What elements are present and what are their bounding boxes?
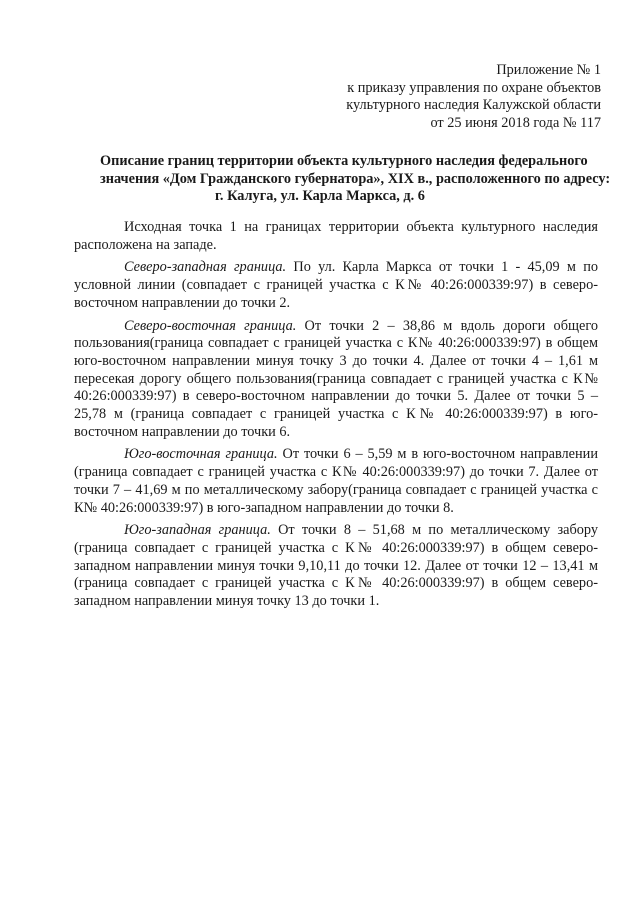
document-title — [100, 153, 611, 206]
southwest-boundary-heading: Юго-западная граница. — [124, 522, 271, 539]
northwest-boundary-paragraph — [74, 259, 598, 312]
title-line-1: Описание границ территории объекта культурного наследия федерального — [100, 153, 588, 169]
southeast-boundary-text: От точки 6 – 5,59 м в юго-восточном направлении (граница совпадает с границей участка с К№ 40:26:000339:97) до точки 7. Далее от точки 7 – 41,69 м по металлическому забору(граница совпадает с границей участка с К№ 40:26:000339:97) в юго-западном направлении до точки 8. — [74, 446, 598, 516]
title-line-3: г. Калуга, ул. Карла Маркса, д. 6 — [215, 188, 425, 205]
southeast-boundary-heading: Юго-восточная граница. — [124, 446, 278, 463]
northeast-boundary-paragraph — [74, 318, 598, 442]
appendix-header — [346, 62, 601, 132]
document-body — [74, 219, 598, 616]
appendix-number: Приложение № 1 — [496, 62, 601, 78]
southeast-boundary-paragraph — [74, 446, 598, 517]
southwest-boundary-paragraph — [74, 522, 598, 611]
appendix-date: от 25 июня 2018 года № 117 — [430, 114, 601, 131]
title-line-2: значения «Дом Гражданского губернатора», XIX в., расположенного по адресу: — [100, 170, 611, 187]
northeast-boundary-heading: Северо-восточная граница. — [124, 317, 297, 334]
appendix-authority: культурного наследия Калужской области — [346, 97, 601, 114]
southwest-boundary-text: От точки 8 – 51,68 м по металлическому забору (граница совпадает с границей участка с К№ 40:26:000339:97) в общем северо-западном направлении минуя точки 9,10,11 до точки 12. Далее от точки 12 – 13,41 м (граница совпадает с границей участка с К№ 40:26:000339:97) в общем северо-западном направлении минуя точку 13 до точки 1. — [74, 522, 599, 610]
northeast-boundary-text: От точки 2 – 38,86 м вдоль дороги общего пользования(граница совпадает с границей участка с К№ 40:26:000339:97) в общем юго-восточном направлении минуя точку 3 до точки 4. Далее от точки 4 – 1,61 м пересекая дорогу общего пользования(граница совпадает с границей участка с К№ 40:26:000339:97) в северо-восточном направлении до точки 5. Далее от точки 5 – 25,78 м (граница совпадает с границей участка с К№ 40:26:000339:97) в юго-восточном направлении до точки 6. — [74, 317, 598, 440]
northwest-boundary-text: По ул. Карла Маркса от точки 1 - 45,09 м по условной линии (совпадает с границей участка с К№ 40:26:000339:97) в северо-восточном направлении до точки 2. — [74, 259, 599, 311]
intro-paragraph: Исходная точка 1 на границах территории объекта культурного наследия расположена на западе. — [74, 219, 598, 253]
appendix-order-ref: к приказу управления по охране объектов — [347, 79, 601, 96]
northwest-boundary-heading: Северо-западная граница. — [124, 259, 287, 276]
